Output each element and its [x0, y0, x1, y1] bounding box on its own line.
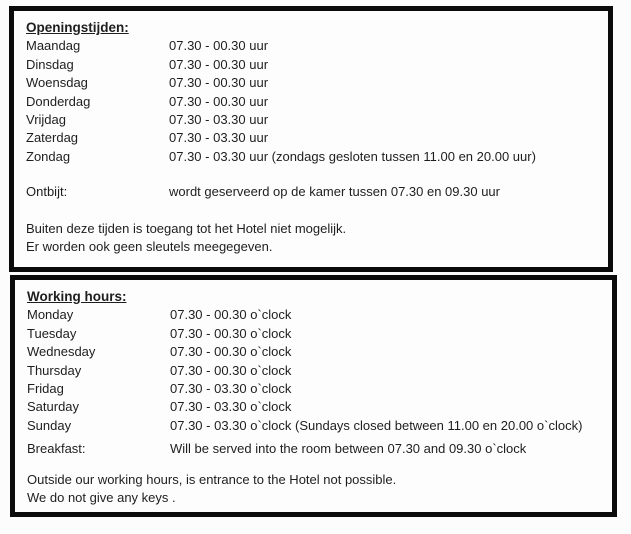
notes-dutch	[26, 220, 596, 257]
hours-row-thursday-en	[27, 362, 600, 380]
breakfast-info: wordt geserveerd op de kamer tussen 07.30 en 09.30 uur	[169, 184, 500, 200]
day-label: Wednesday	[27, 344, 96, 360]
note-line: Outside our working hours, is entrance to the Hotel not possible.	[27, 471, 397, 487]
day-hours: 07.30 - 03.30 uur	[169, 112, 269, 128]
breakfast-row-nl	[26, 183, 596, 201]
day-hours: 07.30 - 00.30 o`clock	[170, 362, 292, 378]
day-label: Tuesday	[27, 325, 77, 341]
day-label: Vrijdag	[26, 112, 66, 128]
day-hours: 07.30 - 00.30 o`clock	[170, 325, 292, 341]
note-line: Er worden ook geen sleutels meegegeven.	[26, 239, 273, 255]
day-hours: 07.30 - 00.30 o`clock	[170, 307, 292, 323]
hours-row-friday-nl	[26, 111, 596, 129]
hours-row-friday-en	[27, 380, 600, 398]
day-hours: 07.30 - 00.30 uur	[169, 38, 269, 54]
opening-hours-box-dutch	[9, 6, 613, 272]
hours-row-sunday-en	[27, 417, 600, 435]
hours-row-sunday-nl	[26, 148, 596, 166]
working-hours-title-english: Working hours:	[27, 289, 127, 304]
day-hours: 07.30 - 03.30 o`clock	[170, 399, 292, 415]
day-label: Monday	[27, 307, 74, 323]
breakfast-row-en	[27, 440, 600, 458]
day-hours: 07.30 - 03.30 o`clock (Sundays closed between 11.00 en 20.00 o`clock)	[170, 417, 583, 433]
hours-row-tuesday-en	[27, 325, 600, 343]
hours-row-monday-en	[27, 306, 600, 324]
hours-row-saturday-en	[27, 398, 600, 416]
day-label: Donderdag	[26, 93, 91, 109]
day-hours: 07.30 - 00.30 o`clock	[170, 344, 292, 360]
day-hours: 07.30 - 03.30 o`clock	[170, 381, 292, 397]
note-line: Buiten deze tijden is toegang tot het Hotel niet mogelijk.	[26, 220, 347, 236]
hours-row-tuesday-nl	[26, 56, 596, 74]
hours-row-wednesday-nl	[26, 74, 596, 92]
day-label: Thursday	[27, 362, 82, 378]
hours-row-wednesday-en	[27, 343, 600, 361]
day-label: Sunday	[27, 417, 72, 433]
hours-row-monday-nl	[26, 37, 596, 55]
day-hours: 07.30 - 00.30 uur	[169, 93, 269, 109]
notes-english	[27, 471, 600, 508]
day-hours: 07.30 - 03.30 uur	[169, 130, 269, 146]
day-hours: 07.30 - 00.30 uur	[169, 56, 269, 72]
working-hours-box-english	[10, 275, 617, 517]
hours-row-thursday-nl	[26, 93, 596, 111]
opening-hours-title-dutch: Openingstijden:	[26, 20, 129, 35]
day-label: Saturday	[27, 399, 80, 415]
breakfast-info: Will be served into the room between 07.30 and 09.30 o`clock	[170, 441, 527, 457]
day-label: Maandag	[26, 38, 81, 54]
day-hours: 07.30 - 00.30 uur	[169, 75, 269, 91]
day-label: Woensdag	[26, 75, 88, 91]
day-label: Zaterdag	[26, 130, 79, 146]
breakfast-label: Breakfast:	[27, 441, 86, 457]
day-label: Fridag	[27, 381, 64, 397]
day-label: Dinsdag	[26, 56, 74, 72]
day-hours: 07.30 - 03.30 uur (zondags gesloten tussen 11.00 en 20.00 uur)	[169, 148, 536, 164]
hours-row-saturday-nl	[26, 129, 596, 147]
note-line: We do not give any keys .	[27, 490, 176, 506]
breakfast-label: Ontbijt:	[26, 184, 68, 200]
day-label: Zondag	[26, 148, 71, 164]
